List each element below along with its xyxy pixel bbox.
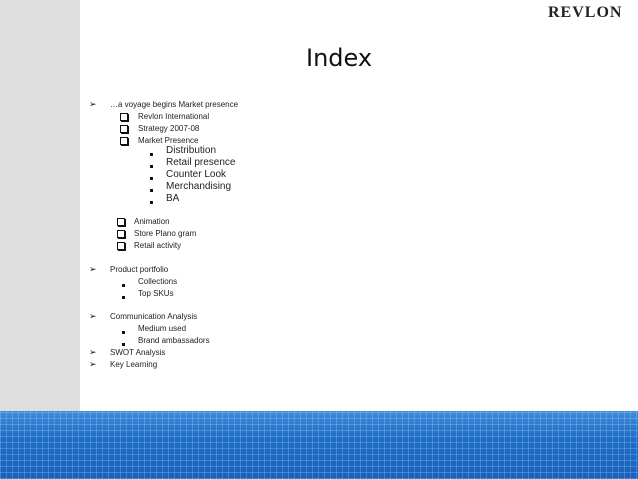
square-bullet-icon: [122, 280, 125, 290]
list-item: Strategy 2007-08: [138, 124, 200, 133]
list-item: Distribution: [166, 145, 217, 156]
arrow-bullet-icon: ➢: [89, 359, 97, 369]
list-item: Animation: [134, 217, 170, 226]
arrow-bullet-icon: ➢: [89, 264, 97, 274]
revlon-logo: REVLON: [548, 4, 623, 21]
left-sidebar-bar: [0, 0, 80, 479]
list-item: Merchandising: [166, 181, 232, 192]
list-item: Counter Look: [166, 169, 227, 180]
list-item: Communication Analysis: [110, 312, 198, 321]
list-item: Medium used: [138, 324, 187, 333]
checkbox-bullet-icon: [117, 242, 125, 253]
list-item: …a voyage begins Market presence: [110, 100, 239, 109]
bottom-decorative-band: [0, 411, 638, 479]
square-bullet-icon: [150, 173, 153, 183]
square-bullet-icon: [122, 327, 125, 337]
slide-title: Index: [306, 44, 373, 72]
checkbox-bullet-icon: [120, 113, 128, 124]
arrow-bullet-icon: ➢: [89, 99, 97, 109]
list-item: Collections: [138, 277, 178, 286]
list-item: Revlon International: [138, 112, 210, 121]
square-bullet-icon: [150, 149, 153, 159]
square-bullet-icon: [122, 292, 125, 302]
checkbox-bullet-icon: [120, 137, 128, 148]
list-item: SWOT Analysis: [110, 348, 166, 357]
list-item: Product portfolio: [110, 265, 169, 274]
list-item: Retail presence: [166, 157, 236, 168]
square-bullet-icon: [150, 197, 153, 207]
list-item: BA: [166, 193, 180, 204]
checkbox-bullet-icon: [120, 125, 128, 136]
arrow-bullet-icon: ➢: [89, 311, 97, 321]
list-item: Retail activity: [134, 241, 182, 250]
list-item: Store Plano gram: [134, 229, 197, 238]
square-bullet-icon: [150, 161, 153, 171]
checkbox-bullet-icon: [117, 218, 125, 229]
list-item: Market Presence: [138, 136, 199, 145]
list-item: Key Learning: [110, 360, 158, 369]
list-item: Brand ambassadors: [138, 336, 210, 345]
square-bullet-icon: [150, 185, 153, 195]
arrow-bullet-icon: ➢: [89, 347, 97, 357]
checkbox-bullet-icon: [117, 230, 125, 241]
list-item: Top SKUs: [138, 289, 174, 298]
